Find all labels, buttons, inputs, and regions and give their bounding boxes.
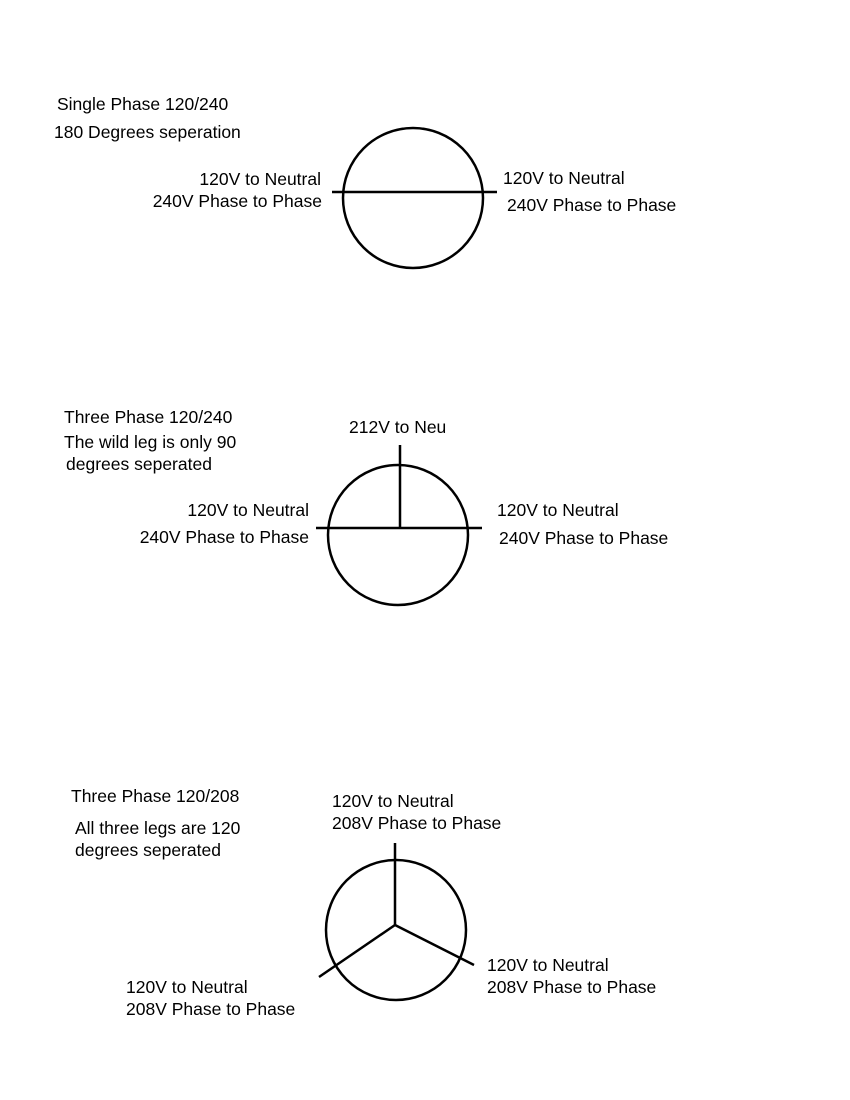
single-phase-title: Single Phase 120/240 xyxy=(57,94,229,114)
three-phase-240-note-line1: The wild leg is only 90 xyxy=(64,432,237,452)
three-phase-208-left-leg-line1: 120V to Neutral xyxy=(126,977,248,997)
three-phase-208-right-leg-line1: 120V to Neutral xyxy=(487,955,609,975)
three-phase-240-left-leg-line1: 120V to Neutral xyxy=(187,500,309,520)
three-phase-240-right-leg-line1: 120V to Neutral xyxy=(497,500,619,520)
single-phase-circle xyxy=(343,128,483,268)
single-phase-left-leg-line1: 120V to Neutral xyxy=(199,169,321,189)
three-phase-240-title: Three Phase 120/240 xyxy=(64,407,233,427)
three-phase-240-right-leg-line2: 240V Phase to Phase xyxy=(499,528,669,548)
three-phase-208-left-leg-line2: 208V Phase to Phase xyxy=(126,999,296,1019)
single-phase-left-leg-line2: 240V Phase to Phase xyxy=(152,191,322,211)
three-phase-240-left-leg-line2: 240V Phase to Phase xyxy=(139,527,309,547)
three-phase-208-right-leg-line2: 208V Phase to Phase xyxy=(487,977,657,997)
three-phase-208-note-line2: degrees seperated xyxy=(75,840,221,860)
single-phase-right-leg-line2: 240V Phase to Phase xyxy=(507,195,677,215)
three-phase-208-top-leg-line1: 120V to Neutral xyxy=(332,791,454,811)
three-phase-240-wild-leg-label: 212V to Neu xyxy=(349,417,447,437)
three-phase-208-note-line1: All three legs are 120 xyxy=(75,818,241,838)
three-phase-208-title: Three Phase 120/208 xyxy=(71,786,240,806)
three-phase-240-note-line2: degrees seperated xyxy=(66,454,212,474)
single-phase-right-leg-line1: 120V to Neutral xyxy=(503,168,625,188)
single-phase-note: 180 Degrees seperation xyxy=(54,122,241,142)
three-phase-208-top-leg-line2: 208V Phase to Phase xyxy=(332,813,502,833)
three-phase-208-right-leg xyxy=(395,925,474,965)
three-phase-240-circle xyxy=(328,465,468,605)
